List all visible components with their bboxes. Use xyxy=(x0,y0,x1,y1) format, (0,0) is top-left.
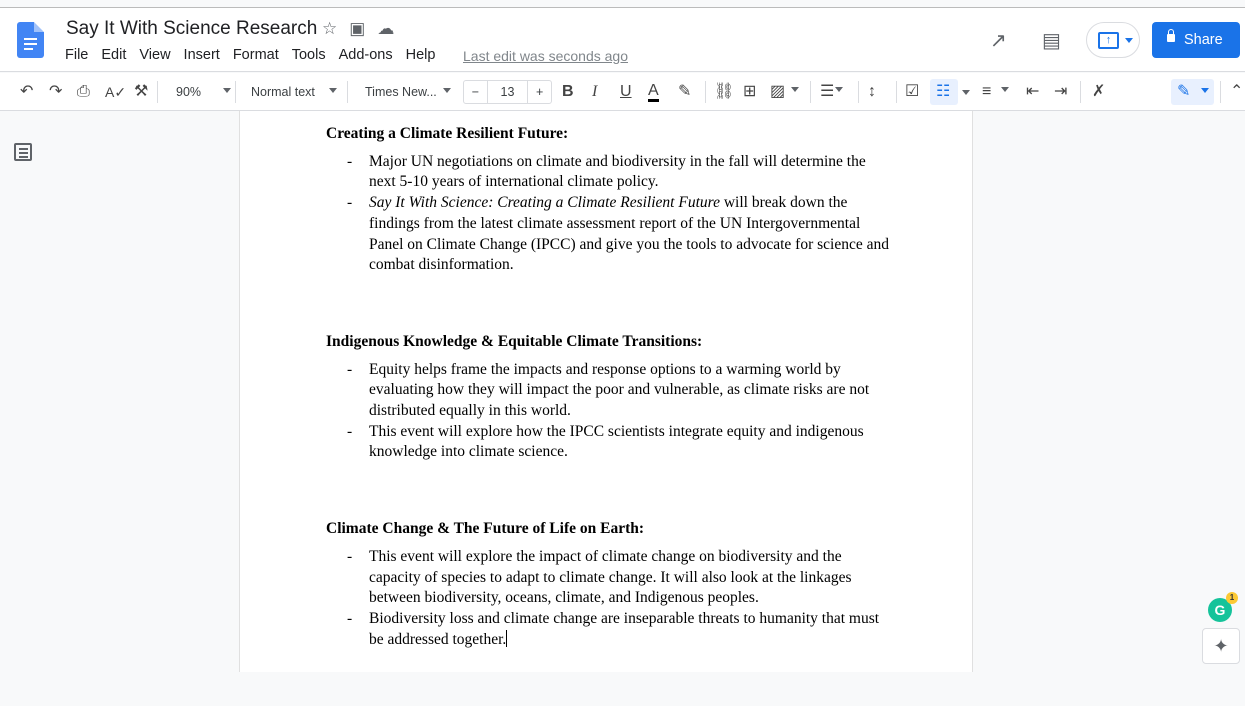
chevron-down-icon xyxy=(835,87,843,96)
explore-button[interactable] xyxy=(1202,628,1240,664)
list-item xyxy=(326,609,896,650)
spellcheck-icon[interactable]: A✓ xyxy=(105,84,127,100)
pencil-icon: ✎ xyxy=(1177,83,1191,100)
chevron-down-icon xyxy=(1201,88,1209,97)
font-size-input[interactable]: 13 xyxy=(500,85,515,99)
explore-sparkle-icon: ✦ xyxy=(1213,636,1229,656)
header xyxy=(0,8,1245,72)
section-heading: Indigenous Knowledge & Equitable Climate Transitions: xyxy=(326,332,703,350)
cloud-status-icon[interactable]: ☁ xyxy=(377,19,395,38)
toolbar xyxy=(0,73,1245,111)
list-item-italic-text: Say It With Science: Creating a Climate Resilient Future xyxy=(369,194,720,212)
list-item xyxy=(326,422,896,463)
menu-edit[interactable]: Edit xyxy=(101,47,127,63)
share-label: Share xyxy=(1184,32,1223,48)
zoom-select[interactable] xyxy=(176,81,231,103)
checklist-icon[interactable]: ☑ xyxy=(905,83,920,100)
menu-addons[interactable]: Add-ons xyxy=(338,47,393,63)
numbered-list-icon[interactable]: ≡ xyxy=(982,82,1009,102)
list-item-text: will break down the findings from the latest climate assessment report of the UN Intergovernmental Panel on Climate Change (IPCC) and give you the tools to advocate for science and combat disinformation. xyxy=(369,194,889,274)
lock-icon xyxy=(1167,34,1175,42)
font-size-stepper xyxy=(463,80,552,104)
bullet-list xyxy=(326,360,896,464)
chevron-down-icon xyxy=(329,88,337,97)
increase-indent-icon[interactable]: ⇥ xyxy=(1054,83,1068,100)
style-value: Normal text xyxy=(251,85,315,99)
menu-insert[interactable]: Insert xyxy=(183,47,220,63)
document-page[interactable] xyxy=(239,111,973,672)
decrease-font-size-button[interactable]: − xyxy=(464,81,488,103)
zoom-value: 90% xyxy=(176,85,202,99)
grammarly-icon: G xyxy=(1214,602,1226,618)
chevron-down-icon xyxy=(443,88,451,97)
bold-button[interactable]: B xyxy=(562,83,574,100)
bullet-list xyxy=(326,547,896,651)
activity-trend-icon[interactable]: ↗ xyxy=(990,30,1007,52)
redo-icon[interactable]: ↷ xyxy=(49,83,63,100)
list-item xyxy=(326,547,896,609)
document-title[interactable]: Say It With Science Research xyxy=(66,18,318,39)
document-body[interactable] xyxy=(326,124,896,706)
document-outline-icon[interactable] xyxy=(14,143,32,161)
print-icon[interactable]: ⎙ xyxy=(77,83,90,100)
menu-file[interactable]: File xyxy=(65,47,89,63)
chevron-down-icon[interactable] xyxy=(962,90,970,99)
text-cursor xyxy=(506,630,507,647)
list-item-text: This event will explore the impact of climate change on biodiversity and the capacity of species to adapt to climate change. It will also look at the linkages between biodiversity, oceans, climate, and Indigenous peoples. xyxy=(369,547,852,607)
list-item-text: This event will explore how the IPCC scientists integrate equity and indigenous knowledge into climate science. xyxy=(369,422,864,461)
list-item-text: Major UN negotiations on climate and biodiversity in the fall will determine the next 5-10 years of international climate policy. xyxy=(369,152,866,191)
section-heading: Climate Change & The Future of Life on Earth: xyxy=(326,520,645,538)
share-button[interactable] xyxy=(1152,22,1240,58)
present-icon: ↑ xyxy=(1098,32,1119,49)
increase-font-size-button[interactable]: + xyxy=(527,81,551,103)
menu-bar xyxy=(65,47,448,63)
editing-mode-button[interactable] xyxy=(1171,79,1214,105)
add-comment-icon[interactable]: ⊞ xyxy=(743,83,757,100)
font-select[interactable] xyxy=(365,81,451,103)
collapse-toolbar-icon[interactable]: ⌃ xyxy=(1230,83,1244,100)
italic-button[interactable]: I xyxy=(592,83,598,100)
undo-icon[interactable]: ↶ xyxy=(20,83,34,100)
list-item xyxy=(326,193,896,276)
grammarly-badge: 1 xyxy=(1226,592,1238,604)
move-folder-icon[interactable]: ▣ xyxy=(349,19,366,38)
underline-button[interactable]: U xyxy=(620,83,632,100)
paint-format-icon[interactable]: ⚒ xyxy=(134,83,149,100)
list-item-text: Equity helps frame the impacts and response options to a warming world by evaluating how they will impact the poor and vulnerable, as climate risks are not distributed equally in this world. xyxy=(369,360,870,420)
grammarly-button[interactable] xyxy=(1208,593,1235,622)
style-select[interactable] xyxy=(251,81,337,103)
decrease-indent-icon[interactable]: ⇤ xyxy=(1026,83,1040,100)
last-edit-link[interactable]: Last edit was seconds ago xyxy=(463,48,628,64)
section-heading: Creating a Climate Resilient Future: xyxy=(326,125,569,142)
chevron-down-icon xyxy=(1125,38,1133,47)
bulleted-list-icon: ☷ xyxy=(936,83,951,100)
bullet-list xyxy=(326,152,896,276)
list-item xyxy=(326,360,896,422)
font-value: Times New... xyxy=(365,85,437,99)
comments-icon[interactable]: ▤ xyxy=(1042,30,1061,52)
list-item-text: Biodiversity loss and climate change are inseparable threats to humanity that must be addressed together. xyxy=(369,609,880,648)
chevron-down-icon xyxy=(1001,87,1009,96)
link-icon[interactable]: ⛓ xyxy=(714,83,735,100)
list-item xyxy=(326,152,896,193)
chevron-down-icon xyxy=(223,88,231,97)
menu-format[interactable]: Format xyxy=(232,47,279,63)
bulleted-list-button[interactable] xyxy=(930,79,958,105)
insert-image-icon[interactable]: ▨ xyxy=(770,82,799,102)
chevron-down-icon xyxy=(791,87,799,96)
menu-help[interactable]: Help xyxy=(405,47,436,63)
align-icon[interactable]: ☰ xyxy=(820,82,843,102)
line-spacing-icon[interactable]: ↕ xyxy=(868,83,876,100)
menu-view[interactable]: View xyxy=(139,47,171,63)
clear-formatting-icon[interactable]: ✗ xyxy=(1092,83,1106,100)
present-button[interactable] xyxy=(1086,22,1140,58)
star-icon[interactable]: ☆ xyxy=(322,19,338,38)
menu-tools[interactable]: Tools xyxy=(291,47,326,63)
highlight-icon[interactable]: ✎ xyxy=(678,83,692,100)
docs-logo-icon[interactable] xyxy=(17,22,44,58)
text-color-icon[interactable]: A xyxy=(648,82,659,102)
